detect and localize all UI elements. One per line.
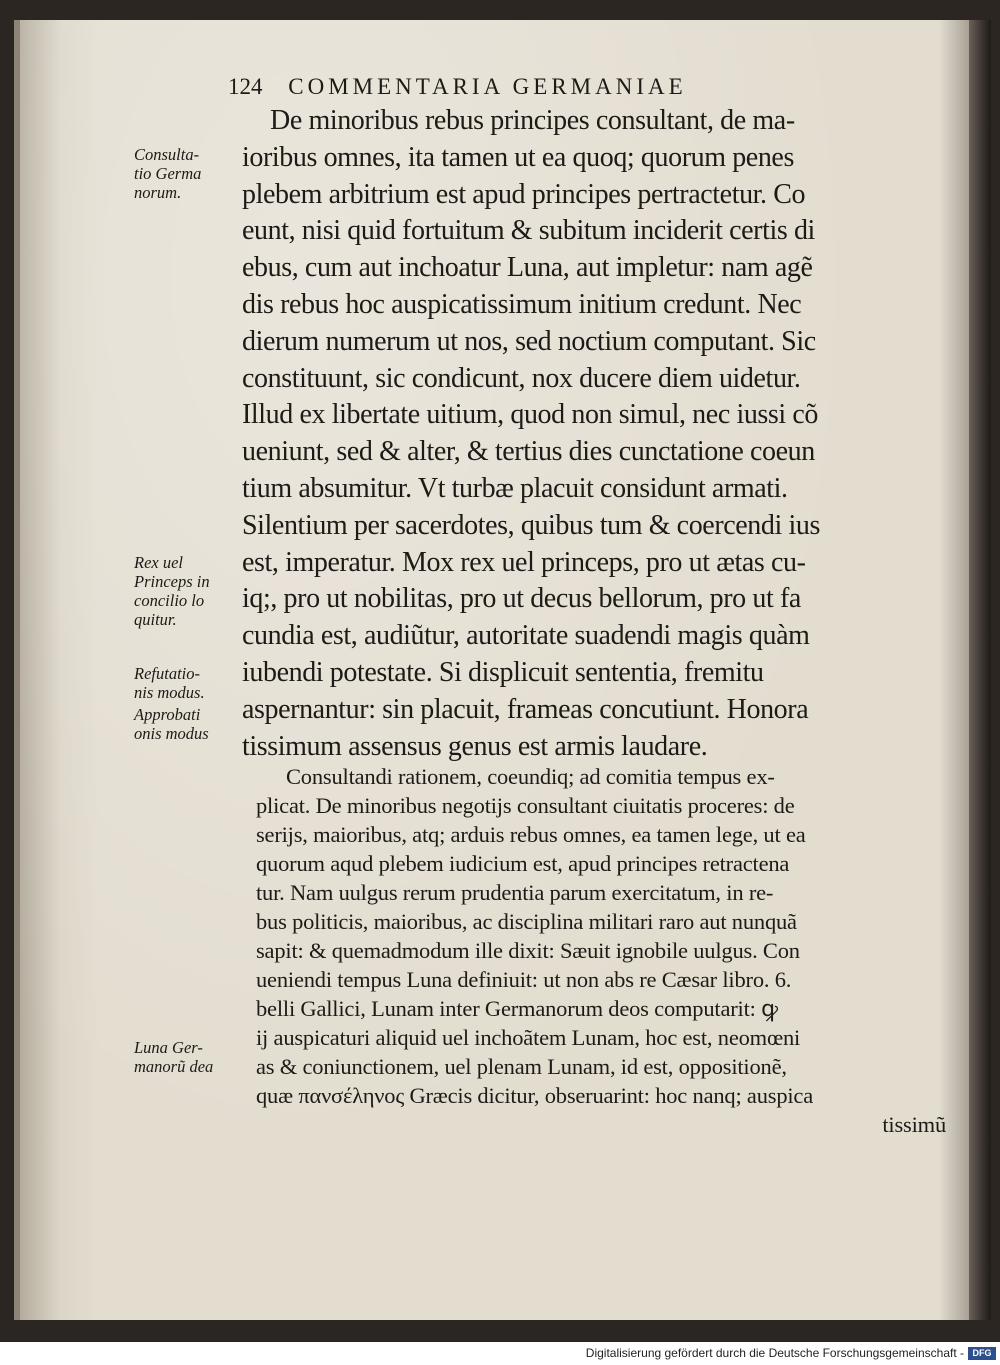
commentary-line: Consultandi rationem, coeundiq; ad comitia tempus ex-	[286, 764, 775, 789]
text-line: constituunt, sic condicunt, nox ducere diem uidetur.	[242, 362, 801, 394]
commentary-line: serijs, maioribus, atq; arduis rebus omnes, ea tamen lege, ut ea	[256, 822, 806, 847]
page-number: 124	[228, 74, 263, 99]
commentary-line: plicat. De minoribus negotijs consultant ciuitatis proceres: de	[256, 793, 795, 818]
commentary-line: quæ πανσέληνος Græcis dicitur, obseruarint: hoc nanq; auspica	[256, 1083, 814, 1108]
text-line: ueniunt, sed & alter, & tertius dies cunctatione coeun	[242, 436, 815, 468]
commentary-line: belli Gallici, Lunam inter Germanorum deos computarit: ꝙ	[256, 996, 778, 1021]
text-line: De minoribus rebus principes consultant, de ma-	[270, 105, 795, 136]
commentary-line: ueniendi tempus Luna definiuit: ut non abs re Cæsar libro. 6.	[256, 967, 792, 992]
text-line: iubendi potestate. Si displicuit sententia, fremitu	[242, 656, 764, 688]
main-text-block	[242, 103, 942, 765]
dfg-logo: DFG	[968, 1347, 996, 1360]
text-line: tium absumitur. Vt turbæ placuit considunt armati.	[242, 472, 788, 504]
marginal-note-luna: Luna Ger- manorũ dea	[134, 1038, 214, 1076]
commentary-line: ij auspicaturi aliquid uel inchoãtem Lunam, hoc est, neomœni	[256, 1025, 801, 1050]
marginal-note-consultatio: Consulta- tio Germa norum.	[134, 145, 202, 202]
commentary-line: tur. Nam uulgus rerum prudentia parum exercitatum, in re-	[256, 880, 774, 905]
commentary-line: bus politicis, maioribus, ac disciplina militari raro aut nunquã	[256, 909, 797, 934]
footer-bar	[0, 1342, 1000, 1365]
text-line: cundia est, audiũtur, autoritate suadendi magis quàm	[242, 620, 810, 652]
text-line: ioribus omnes, ita tamen ut ea quoq; quorum penes	[242, 141, 794, 173]
commentary-line: quorum aqud plebem iudicium est, apud principes retractena	[256, 851, 790, 876]
marginal-note-refutatio: Refutatio- nis modus.	[134, 664, 205, 702]
text-line: dierum numerum ut nos, sed noctium computant. Sic	[242, 325, 816, 357]
text-line: eunt, nisi quid fortuitum & subitum inciderit certis di	[242, 215, 815, 247]
text-line: Silentium per sacerdotes, quibus tum & coercendi ius	[242, 509, 820, 541]
running-head	[228, 74, 848, 104]
marginal-note-approbatio: Approbati onis modus	[134, 705, 209, 743]
text-line: est, imperatur. Mox rex uel princeps, pro ut ætas cu-	[242, 546, 806, 578]
text-line: Illud ex libertate uitium, quod non simul, nec iussi cõ	[242, 399, 819, 431]
text-line: plebem arbitrium est apud principes pertractetur. Co	[242, 178, 806, 210]
text-line: dis rebus hoc auspicatissimum initium credunt. Nec	[242, 288, 802, 320]
page-edge	[969, 20, 991, 1320]
commentary-line: as & coniunctionem, uel plenam Lunam, id est, oppositionẽ,	[256, 1054, 787, 1079]
text-line: iq;, pro ut nobilitas, pro ut decus bellorum, pro ut fa	[242, 583, 801, 615]
text-line: ebus, cum aut inchoatur Luna, aut impletur: nam agẽ	[242, 252, 813, 284]
commentary-text-block	[256, 762, 946, 1139]
text-line: aspernantur: sin placuit, frameas concutiunt. Honora	[242, 693, 809, 725]
footer-credit: Digitalisierung gefördert durch die Deutsche Forschungsgemeinschaft -	[585, 1346, 964, 1360]
catchword: tissimũ	[882, 1112, 946, 1137]
commentary-line: sapit: & quemadmodum ille dixit: Sæuit ignobile uulgus. Con	[256, 938, 800, 963]
running-title: COMMENTARIA GERMANIAE	[288, 74, 687, 99]
text-line: tissimum assensus genus est armis laudare.	[242, 730, 708, 762]
marginal-note-rex: Rex uel Princeps in concilio lo quitur.	[134, 553, 210, 629]
